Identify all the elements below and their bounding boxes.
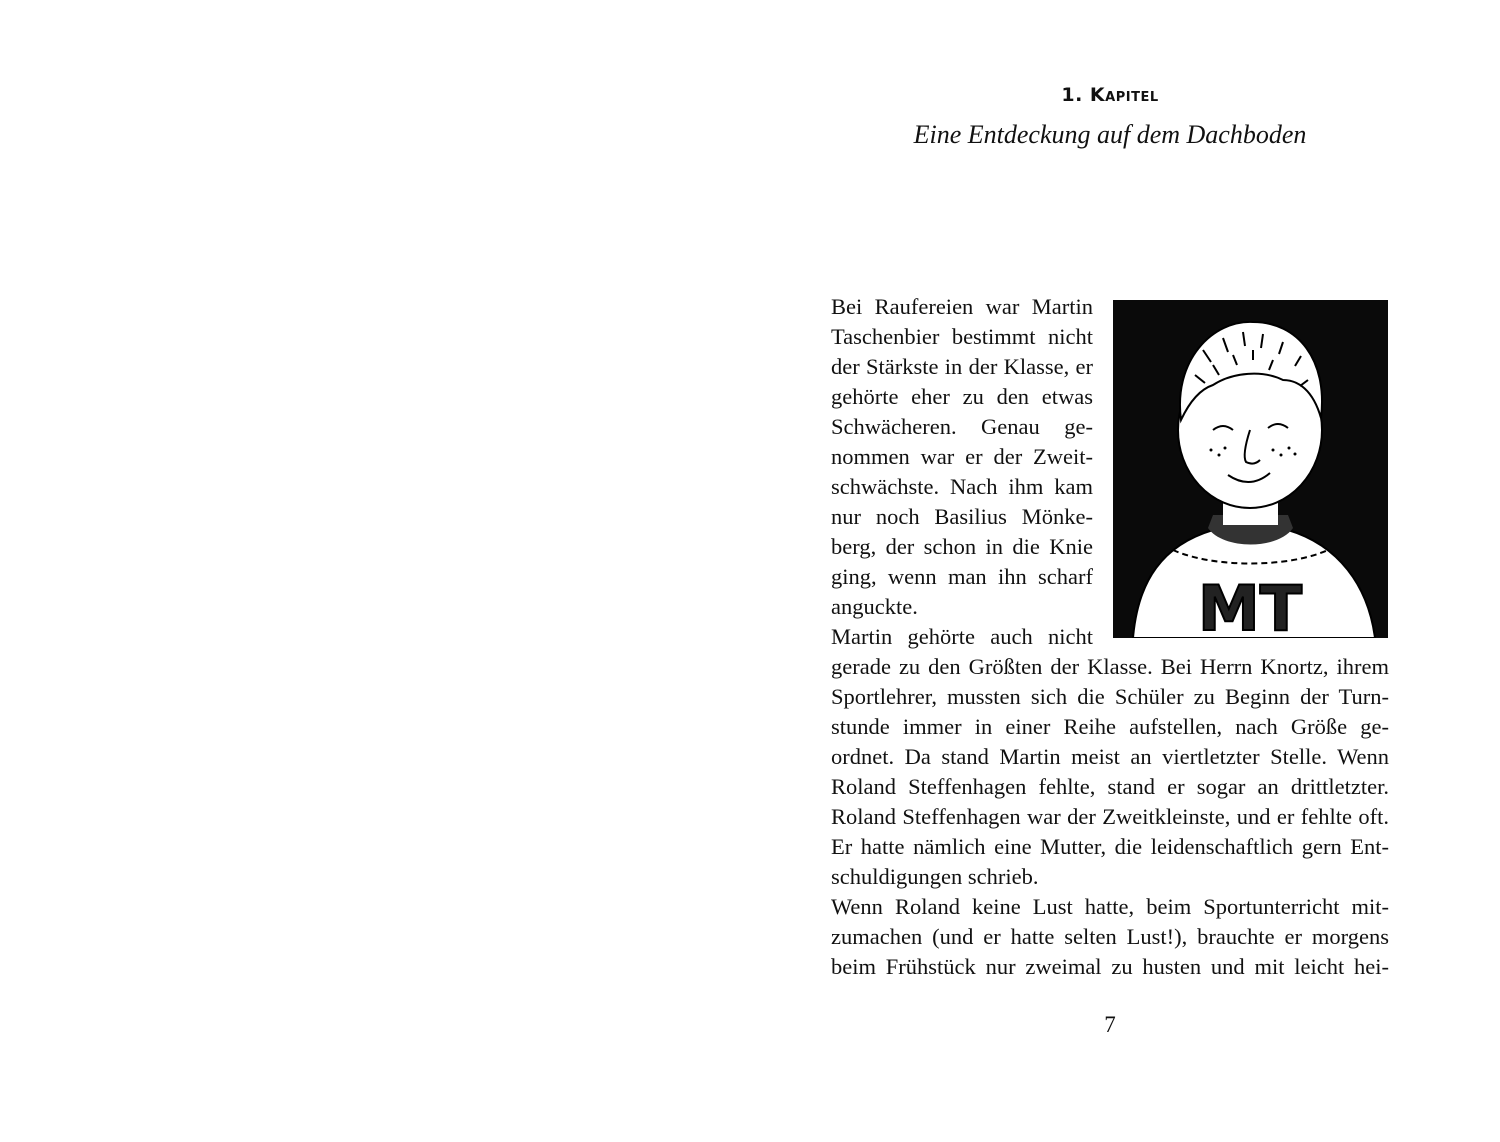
text-line: Schwächeren. Genau ge- — [831, 414, 1093, 439]
text-line: anguckte. — [831, 594, 918, 619]
text-line: Roland Steffenhagen fehlte, stand er sogar an drittletzter. — [831, 774, 1389, 799]
shirt-letters: MT — [1198, 572, 1302, 638]
text-line: Bei Raufereien war Martin — [831, 294, 1093, 319]
text-line: gerade zu den Größten der Klasse. Bei Herrn Knortz, ihrem — [831, 654, 1389, 679]
text-line: Roland Steffenhagen war der Zweitkleinste, und er fehlte oft. — [831, 804, 1389, 829]
text-line: Martin gehörte auch nicht — [831, 624, 1093, 649]
text-line: Wenn Roland keine Lust hatte, beim Sportunterricht mit- — [831, 894, 1389, 919]
text-line: schwächste. Nach ihm kam — [831, 474, 1093, 499]
text-line: nommen war er der Zweit- — [831, 444, 1093, 469]
text-line: beim Frühstück nur zweimal zu husten und mit leicht hei- — [831, 954, 1389, 979]
text-line: Er hatte nämlich eine Mutter, die leidenschaftlich gern Ent- — [831, 834, 1389, 859]
boy-portrait-illustration — [1113, 300, 1388, 638]
text-line: zumachen (und er hatte selten Lust!), brauchte er morgens — [831, 924, 1389, 949]
text-line: gehörte eher zu den etwas — [831, 384, 1093, 409]
page-number: 7 — [1104, 1012, 1116, 1037]
text-line: ging, wenn man ihn scharf — [831, 564, 1093, 589]
text-line: Taschenbier bestimmt nicht — [831, 324, 1093, 349]
text-line: nur noch Basilius Mönke- — [831, 504, 1093, 529]
chapter-title: Eine Entdeckung auf dem Dachboden — [913, 120, 1307, 149]
chapter-number: 1. Kapitel — [1061, 84, 1159, 106]
text-line: der Stärkste in der Klasse, er — [831, 354, 1093, 379]
text-line: Sportlehrer, mussten sich die Schüler zu Beginn der Turn- — [831, 684, 1389, 709]
text-line: stunde immer in einer Reihe aufstellen, nach Größe ge- — [831, 714, 1389, 739]
text-line: berg, der schon in die Knie — [831, 534, 1093, 559]
text-line: schuldigungen schrieb. — [831, 864, 1039, 889]
text-line: ordnet. Da stand Martin meist an viertletzter Stelle. Wenn — [831, 744, 1389, 769]
